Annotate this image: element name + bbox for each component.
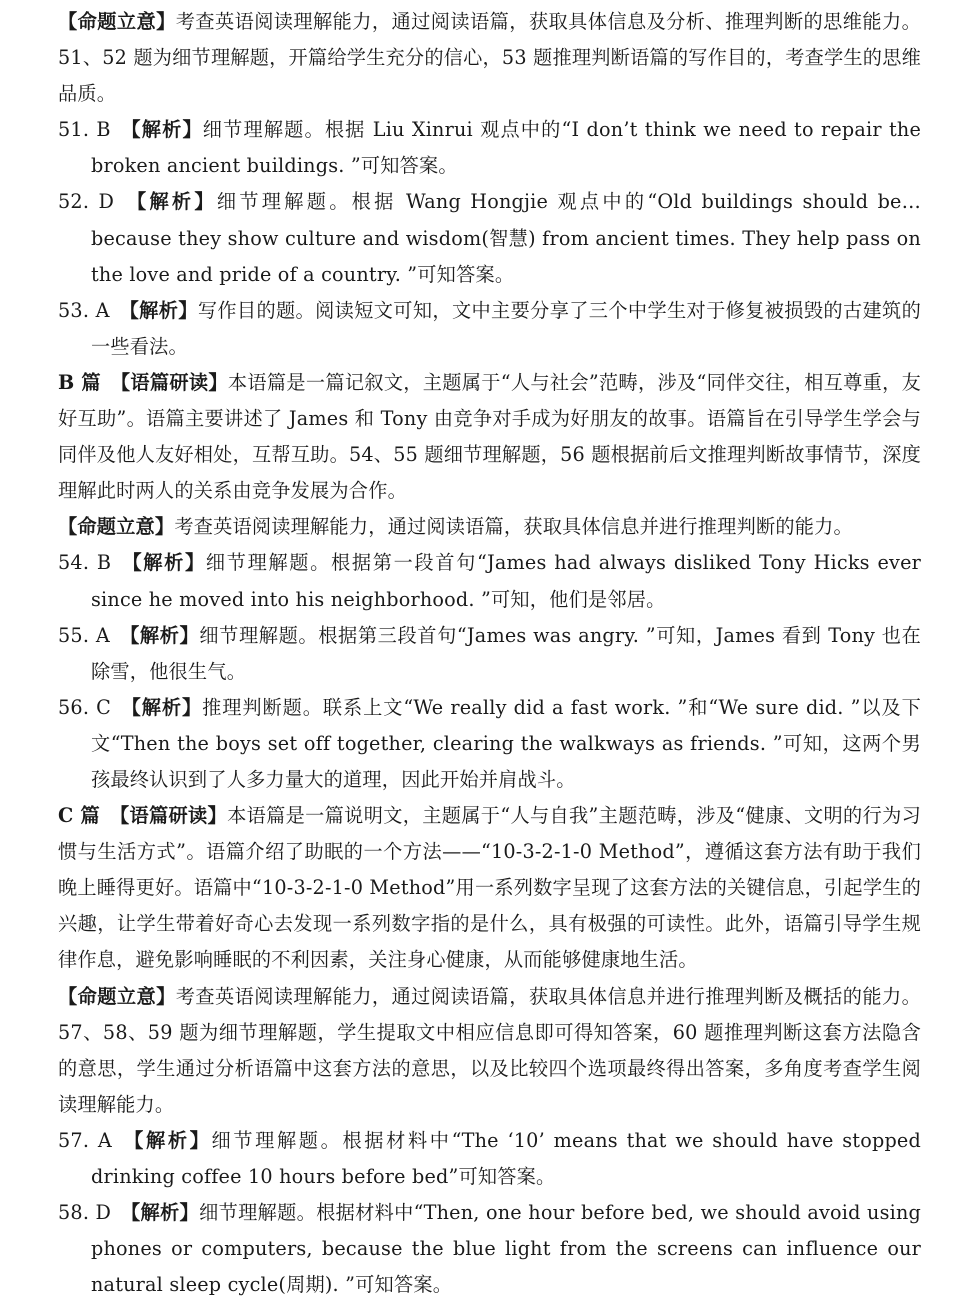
analysis-text: 细节理解题。根据 Wang Hongjie 观点中的“Old buildings should be… because they show culture and wisdom(智慧) from ancient times. They help pass on the love and pride of a country. ”可知答案。 bbox=[91, 190, 922, 286]
analysis-text: 推理判断题。联系上文“We really did a fast work. ”和“We sure did. ”以及下文“Then the boys set off together, clearing the walkways as friends. ”可知，这两个男孩最终认识到了人多力量大的道理，因此开始并肩战斗。 bbox=[91, 695, 921, 791]
study-label: 【语篇研读】 bbox=[110, 370, 228, 394]
answer-item-58 bbox=[58, 1195, 921, 1303]
answer-number: 56. C bbox=[58, 695, 112, 719]
analysis-label: 【解析】 bbox=[120, 1201, 200, 1225]
section-c-paragraph bbox=[58, 798, 921, 978]
intent-text: 考查英语阅读理解能力，通过阅读语篇，获取具体信息并进行推理判断及概括的能力。57、58、59 题为细节理解题，学生提取文中相应信息即可得知答案，60 题推理判断这套方法隐含的意思，学生通过分析语篇中这套方法的意思，以及比较四个选项最终得出答案，多角度考查学生阅读理解能力。 bbox=[58, 984, 921, 1116]
analysis-text: 细节理解题。根据材料中“The ‘10’ means that we should have stopped drinking coffee 10 hours before bed”可知答案。 bbox=[91, 1128, 921, 1188]
answer-item-54 bbox=[58, 545, 921, 617]
analysis-label: 【解析】 bbox=[123, 190, 217, 214]
answer-number: 52. D bbox=[58, 190, 115, 214]
study-label: 【语篇研读】 bbox=[109, 804, 228, 828]
analysis-label: 【解析】 bbox=[120, 551, 206, 575]
answer-number: 53. A bbox=[58, 298, 110, 322]
intent-label: 【命题立意】 bbox=[58, 10, 176, 33]
analysis-text: 细节理解题。根据 Liu Xinrui 观点中的“I don’t think we need to repair the broken ancient buildings. ”可知答案。 bbox=[91, 118, 922, 178]
answer-item-52 bbox=[58, 184, 921, 292]
study-text: 本语篇是一篇记叙文，主题属于“人与社会”范畴，涉及“同伴交往，相互尊重，友好互助”。语篇主要讲述了 James 和 Tony 由竞争对手成为好朋友的故事。语篇旨在引导学生学会与同伴及他人友好相处，互帮互助。54、55 题细节理解题，56 题根据前后文推理判断故事情节，深度理解此时两人的关系由竞争发展为合作。 bbox=[58, 370, 922, 503]
answer-item-55 bbox=[58, 618, 921, 690]
intent-paragraph-c bbox=[58, 979, 921, 1123]
answer-number: 57. A bbox=[58, 1128, 112, 1152]
analysis-text: 细节理解题。根据第一段首句“James had always disliked Tony Hicks ever since he moved into his neighborhood. ”可知，他们是邻居。 bbox=[91, 551, 921, 611]
analysis-text: 细节理解题。根据材料中“Then, one hour before bed, we should avoid using phones or computers, because the blue light from the screens can influence our natural sleep cycle(周期). ”可知答案。 bbox=[91, 1201, 921, 1297]
answer-number: 58. D bbox=[58, 1201, 112, 1225]
answer-item-53 bbox=[58, 293, 921, 365]
intent-label: 【命题立意】 bbox=[58, 515, 175, 539]
intent-paragraph-a bbox=[58, 4, 921, 112]
study-text: 本语篇是一篇说明文，主题属于“人与自我”主题范畴，涉及“健康、文明的行为习惯与生活方式”。语篇介绍了助眠的一个方法——“10-3-2-1-0 Method”，遵循这套方法有助于我们晚上睡得更好。语篇中“10-3-2-1-0 Method”用一系列数字呈现了这套方法的关键信息，引起学生的兴趣，让学生带着好奇心去发现一系列数字指的是什么，具有极强的可读性。此外，语篇引导学生规律作息，避免影响睡眠的不利因素，关注身心健康，从而能够健康地生活。 bbox=[58, 804, 922, 972]
answer-number: 55. A bbox=[58, 623, 110, 647]
answer-item-56 bbox=[58, 690, 921, 798]
analysis-text: 细节理解题。根据第三段首句“James was angry. ”可知，James 看到 Tony 也在除雪，他很生气。 bbox=[91, 623, 921, 683]
answer-item-51 bbox=[58, 112, 921, 184]
answer-item-57 bbox=[58, 1123, 921, 1195]
intent-text: 考查英语阅读理解能力，通过阅读语篇，获取具体信息及分析、推理判断的思维能力。51、52 题为细节理解题，开篇给学生充分的信心，53 题推理判断语篇的写作目的，考查学生的思维品质。 bbox=[58, 10, 921, 106]
analysis-label: 【解析】 bbox=[121, 1128, 212, 1152]
analysis-label: 【解析】 bbox=[119, 623, 200, 647]
intent-paragraph-b bbox=[58, 509, 921, 545]
answer-number: 51. B bbox=[58, 118, 111, 142]
intent-text: 考查英语阅读理解能力，通过阅读语篇，获取具体信息并进行推理判断的能力。 bbox=[174, 515, 853, 539]
analysis-text: 写作目的题。阅读短文可知，文中主要分享了三个中学生对于修复被损毁的古建筑的一些看法。 bbox=[91, 298, 921, 358]
intent-label: 【命题立意】 bbox=[58, 984, 176, 1008]
answer-number: 54. B bbox=[58, 551, 112, 575]
section-heading: C 篇 bbox=[58, 804, 101, 828]
section-b-paragraph bbox=[58, 365, 921, 509]
analysis-label: 【解析】 bbox=[120, 695, 203, 719]
analysis-label: 【解析】 bbox=[119, 298, 198, 322]
analysis-label: 【解析】 bbox=[120, 118, 203, 142]
section-heading: B 篇 bbox=[58, 370, 101, 394]
